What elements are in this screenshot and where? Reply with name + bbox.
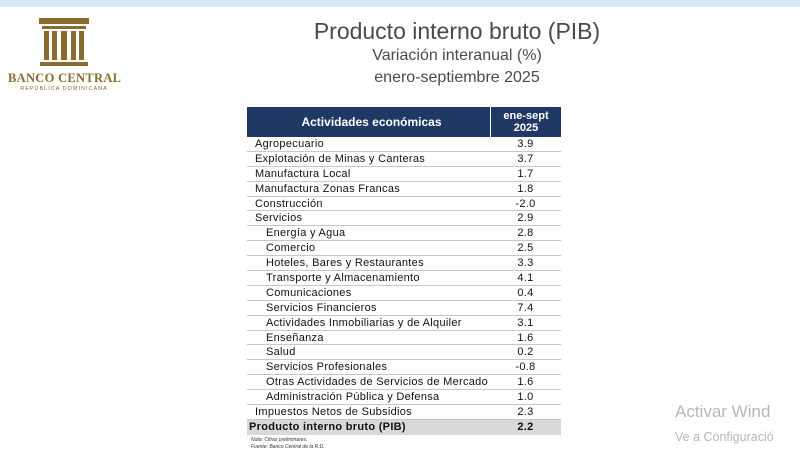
table-row bbox=[247, 316, 561, 331]
growth-value: -0.8 bbox=[515, 361, 536, 374]
table-row bbox=[247, 137, 561, 152]
table-row bbox=[247, 301, 561, 316]
total-value: 2.2 bbox=[517, 420, 534, 433]
table-row bbox=[247, 345, 561, 360]
growth-value: 0.2 bbox=[517, 346, 534, 359]
table-row bbox=[247, 152, 561, 167]
growth-value: 3.9 bbox=[517, 138, 534, 150]
table-body bbox=[247, 137, 561, 420]
table-row bbox=[247, 286, 561, 301]
page-subtitle: Variación interanual (%) bbox=[372, 47, 542, 64]
activity-label: Impuestos Netos de Subsidios bbox=[255, 406, 412, 419]
table-row bbox=[247, 375, 561, 390]
column-header-period: ene-sept 2025 bbox=[503, 110, 549, 134]
activity-label: Comercio bbox=[266, 242, 316, 255]
growth-value: 1.0 bbox=[517, 391, 534, 404]
top-strip bbox=[0, 0, 800, 7]
table-row-total bbox=[247, 420, 561, 435]
growth-value: 4.1 bbox=[517, 272, 534, 285]
title-block bbox=[257, 17, 657, 89]
table-row bbox=[247, 271, 561, 286]
growth-value: 3.3 bbox=[517, 257, 534, 270]
table-row bbox=[247, 256, 561, 271]
growth-value: 2.9 bbox=[517, 212, 534, 225]
table-row bbox=[247, 167, 561, 182]
page-period: enero-septiembre 2025 bbox=[374, 69, 540, 86]
table-row bbox=[247, 211, 561, 226]
activity-label: Transporte y Almacenamiento bbox=[266, 272, 420, 285]
growth-value: 2.8 bbox=[517, 227, 534, 240]
growth-value: 3.1 bbox=[517, 316, 534, 329]
gdp-table bbox=[247, 107, 561, 435]
activity-label: Otras Actividades de Servicios de Mercado bbox=[266, 376, 489, 389]
logo-name: BANCO CENTRAL bbox=[8, 71, 122, 85]
activity-label: Comunicaciones bbox=[266, 286, 352, 299]
table-row bbox=[247, 405, 561, 420]
activity-label: Servicios Profesionales bbox=[266, 361, 388, 374]
growth-value: 7.4 bbox=[517, 301, 534, 314]
activity-label: Salud bbox=[266, 346, 296, 359]
table-row bbox=[247, 331, 561, 346]
growth-value: 2.3 bbox=[517, 406, 534, 419]
activation-watermark bbox=[675, 402, 774, 446]
logo-subname: REPÚBLICA DOMINICANA bbox=[20, 86, 108, 92]
activity-label: Servicios Financieros bbox=[266, 301, 377, 314]
activity-label: Administración Pública y Defensa bbox=[266, 391, 440, 404]
activity-label: Explotación de Minas y Canteras bbox=[255, 152, 426, 165]
table-header bbox=[247, 107, 561, 137]
page-title: Producto interno bruto (PIB) bbox=[313, 18, 601, 44]
activity-label: Enseñanza bbox=[266, 331, 324, 344]
column-header-activities: Actividades económicas bbox=[301, 115, 442, 129]
total-label: Producto interno bruto (PIB) bbox=[249, 420, 406, 433]
growth-value: -2.0 bbox=[515, 197, 536, 210]
table-row bbox=[247, 182, 561, 197]
activity-label: Construcción bbox=[255, 197, 323, 210]
building-icon bbox=[37, 16, 91, 68]
table-notes bbox=[251, 437, 325, 451]
activity-label: Manufactura Local bbox=[255, 167, 351, 180]
note-source: Fuente: Banco Central de la R.D. bbox=[251, 444, 325, 450]
activity-label: Agropecuario bbox=[255, 138, 325, 150]
growth-value: 2.5 bbox=[517, 242, 534, 255]
activity-label: Servicios bbox=[255, 212, 303, 225]
table-row bbox=[247, 241, 561, 256]
table-row bbox=[247, 197, 561, 212]
table-row bbox=[247, 390, 561, 405]
growth-value: 1.6 bbox=[517, 376, 534, 389]
table-row bbox=[247, 226, 561, 241]
growth-value: 3.7 bbox=[517, 152, 534, 165]
watermark-line2: Ve a Configuració bbox=[675, 430, 774, 444]
activity-label: Energía y Agua bbox=[266, 227, 346, 240]
activity-label: Manufactura Zonas Francas bbox=[255, 182, 401, 195]
banco-central-logo bbox=[8, 16, 120, 96]
growth-value: 0.4 bbox=[517, 286, 534, 299]
growth-value: 1.6 bbox=[517, 331, 534, 344]
activity-label: Hoteles, Bares y Restaurantes bbox=[266, 257, 424, 270]
watermark-line1: Activar Wind bbox=[675, 402, 771, 421]
table-row bbox=[247, 360, 561, 375]
growth-value: 1.7 bbox=[517, 167, 534, 180]
activity-label: Actividades Inmobiliarias y de Alquiler bbox=[266, 316, 462, 329]
note-preliminary: Nota: Cifras preliminares. bbox=[251, 437, 308, 443]
growth-value: 1.8 bbox=[517, 182, 534, 195]
